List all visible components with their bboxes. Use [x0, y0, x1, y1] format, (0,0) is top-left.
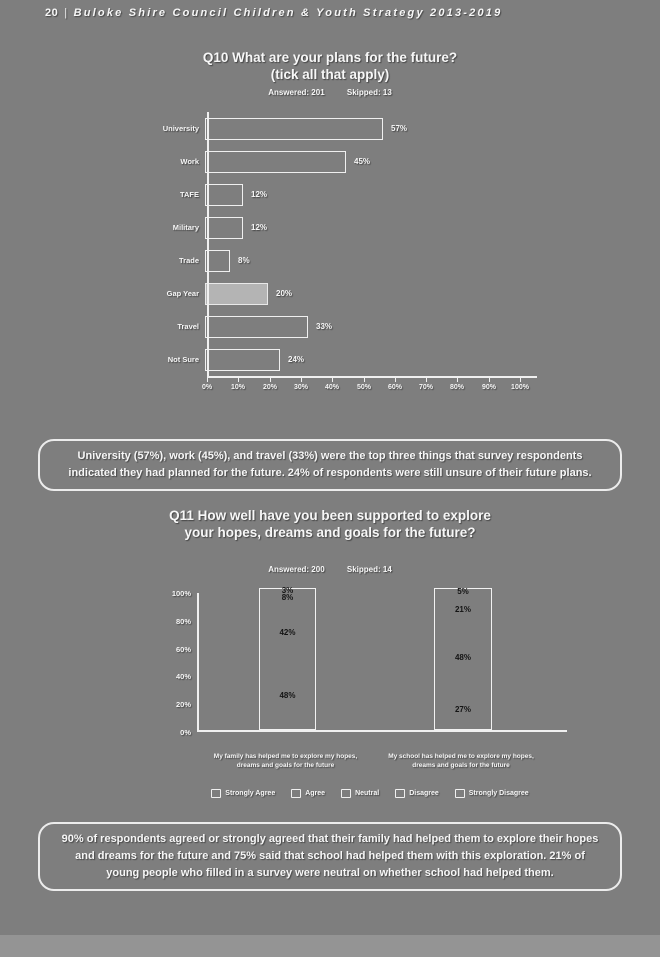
bar — [205, 283, 268, 305]
legend-label: Strongly Agree — [225, 790, 276, 797]
bar-track — [205, 316, 565, 338]
q10-chart-x-axis — [201, 376, 537, 394]
bar-track — [205, 118, 565, 140]
bar — [205, 118, 383, 140]
y-axis-tick-label: 0% — [180, 728, 191, 737]
bar-row — [155, 244, 565, 277]
x-axis-tick — [207, 378, 208, 382]
legend-label: Strongly Disagree — [468, 790, 529, 797]
segment-value-label: 48% — [279, 690, 296, 700]
bar-value-label: 57% — [391, 123, 408, 133]
q10-skipped-count: Skipped: 13 — [346, 88, 392, 97]
x-axis-tick-label: 10% — [230, 384, 245, 391]
bar-value-label: 12% — [251, 189, 268, 199]
segment-value-label: 42% — [279, 628, 296, 638]
y-axis-tick-label: 20% — [175, 700, 191, 710]
bar-track — [205, 151, 565, 173]
bar-row — [155, 310, 565, 343]
bar-track — [205, 217, 565, 239]
x-axis-tick — [332, 378, 333, 382]
y-axis-tick-label: 40% — [175, 672, 191, 682]
legend-marker-square — [291, 789, 301, 798]
bar-value-label: 45% — [354, 156, 371, 166]
bar-category-label: Travel — [177, 322, 199, 331]
segment-value-label: 21% — [454, 605, 471, 615]
stacked-segment — [435, 691, 491, 729]
column-category-label: My school has helped me to explore my hopes, dreams and goals for the future — [388, 753, 534, 770]
bar-category-label: Military — [172, 223, 199, 232]
x-axis-tick-label: 20% — [262, 384, 277, 391]
y-axis-tick-label: 100% — [171, 589, 191, 598]
bar-category-label: Not Sure — [167, 355, 199, 364]
q10-title-line1: Q10 What are your plans for the future? — [202, 50, 458, 65]
legend-item — [455, 789, 529, 798]
q10-bar-chart — [155, 112, 565, 394]
bar-value-label: 12% — [251, 222, 268, 232]
q10-chart-bars — [155, 112, 565, 376]
x-axis-tick — [364, 378, 365, 382]
bar-row — [155, 211, 565, 244]
x-axis-tick — [238, 378, 239, 382]
q10-y-axis-line — [207, 112, 209, 376]
bar-row — [155, 343, 565, 376]
x-axis-tick — [489, 378, 490, 382]
q11-skipped-count: Skipped: 14 — [346, 565, 392, 574]
x-axis-tick-label: 50% — [356, 384, 371, 391]
x-axis-tick-label: 30% — [293, 384, 308, 391]
q11-stacked-chart — [155, 585, 585, 818]
x-axis-tick-label: 70% — [418, 384, 433, 391]
y-axis-tick-label: 60% — [175, 644, 191, 654]
stacked-bar — [434, 588, 492, 730]
x-axis-tick — [520, 378, 521, 382]
legend-label: Agree — [305, 790, 326, 797]
bar-track — [205, 184, 565, 206]
q11-response-counts — [0, 565, 660, 574]
q11-chart-plot-area — [197, 585, 567, 732]
segment-value-label: 5% — [457, 587, 469, 597]
legend-marker-square — [395, 789, 405, 798]
x-axis-tick — [270, 378, 271, 382]
legend-item — [291, 789, 325, 798]
x-axis-tick-label: 90% — [481, 384, 496, 391]
q11-chart-legend — [155, 789, 585, 798]
stacked-segment — [435, 625, 491, 692]
segment-value-label: 27% — [454, 705, 471, 715]
q11-summary-callout: 90% of respondents agreed or strongly agreed that their family had helped them to explore their hopes and dreams for the future and 75% said that school had helped them with this exploration. 21% of young people who filled in a survey were neutral on whether school had helped them. — [38, 822, 622, 891]
bar-row — [155, 178, 565, 211]
bar-category-label: University — [162, 124, 199, 133]
bar-value-label: 33% — [316, 321, 333, 331]
q10-answered-count: Answered: 201 — [268, 88, 325, 97]
bar-value-label: 8% — [238, 255, 250, 265]
bar-track — [205, 283, 565, 305]
stacked-segment — [260, 604, 315, 662]
legend-item — [395, 789, 439, 798]
stacked-segment — [260, 662, 315, 729]
x-axis-tick-label: 60% — [387, 384, 402, 391]
x-axis-tick-label: 40% — [324, 384, 339, 391]
legend-marker-square — [455, 789, 465, 798]
legend-item — [341, 789, 379, 798]
bar-track — [205, 349, 565, 371]
legend-marker-square — [341, 789, 351, 798]
x-axis-tick — [457, 378, 458, 382]
footer-band — [0, 935, 660, 957]
legend-label: Disagree — [409, 790, 439, 797]
column-category-label: My family has helped me to explore my hopes, dreams and goals for the future — [213, 753, 358, 770]
header-separator: | — [64, 7, 68, 19]
bar-category-label: Trade — [178, 256, 199, 265]
q11-title: Q11 How well have you been supported to explore your hopes, dreams and goals for the future? — [169, 508, 491, 540]
legend-item — [211, 789, 275, 798]
bar-category-label: TAFE — [179, 190, 199, 199]
y-axis-tick-label: 80% — [175, 616, 191, 626]
bar-category-label: Gap Year — [166, 289, 199, 298]
document-title: Buloke Shire Council Children & Youth Strategy 2013-2019 — [73, 7, 503, 19]
bar — [205, 349, 280, 371]
page-number: 20 — [45, 7, 59, 19]
segment-value-label: 3% — [281, 585, 294, 595]
stacked-segment — [260, 585, 315, 595]
legend-label: Neutral — [355, 790, 380, 797]
x-axis-tick-label: 0% — [201, 384, 213, 391]
x-axis-tick-label: 100% — [511, 384, 529, 391]
x-axis-tick-label: 80% — [449, 384, 464, 391]
stacked-segment — [435, 589, 491, 596]
x-axis-tick — [426, 378, 427, 382]
q10-response-counts — [0, 88, 660, 97]
bar — [205, 217, 243, 239]
page-header — [45, 7, 502, 19]
segment-value-label: 8% — [281, 593, 294, 603]
segment-value-label: 48% — [454, 653, 471, 663]
legend-marker-square — [211, 789, 221, 798]
bar-value-label: 20% — [276, 288, 293, 298]
bar — [205, 184, 243, 206]
q11-answered-count: Answered: 200 — [268, 565, 325, 574]
bar-row — [155, 145, 565, 178]
bar-value-label: 24% — [288, 354, 305, 364]
bar-row — [155, 277, 565, 310]
bar-category-label: Work — [180, 157, 199, 166]
stacked-bar — [259, 585, 316, 730]
q10-title-line2: (tick all that apply) — [270, 67, 390, 82]
bar — [205, 316, 308, 338]
stacked-segment — [435, 596, 491, 625]
x-axis-tick — [301, 378, 302, 382]
x-axis-tick — [395, 378, 396, 382]
bar — [205, 151, 346, 173]
bar-track — [205, 250, 565, 272]
bar-row — [155, 112, 565, 145]
q10-summary-callout: University (57%), work (45%), and travel (33%) were the top three things that survey respondents indicated they had planned for the future. 24% of respondents were still unsure of their future plans. — [38, 439, 622, 491]
